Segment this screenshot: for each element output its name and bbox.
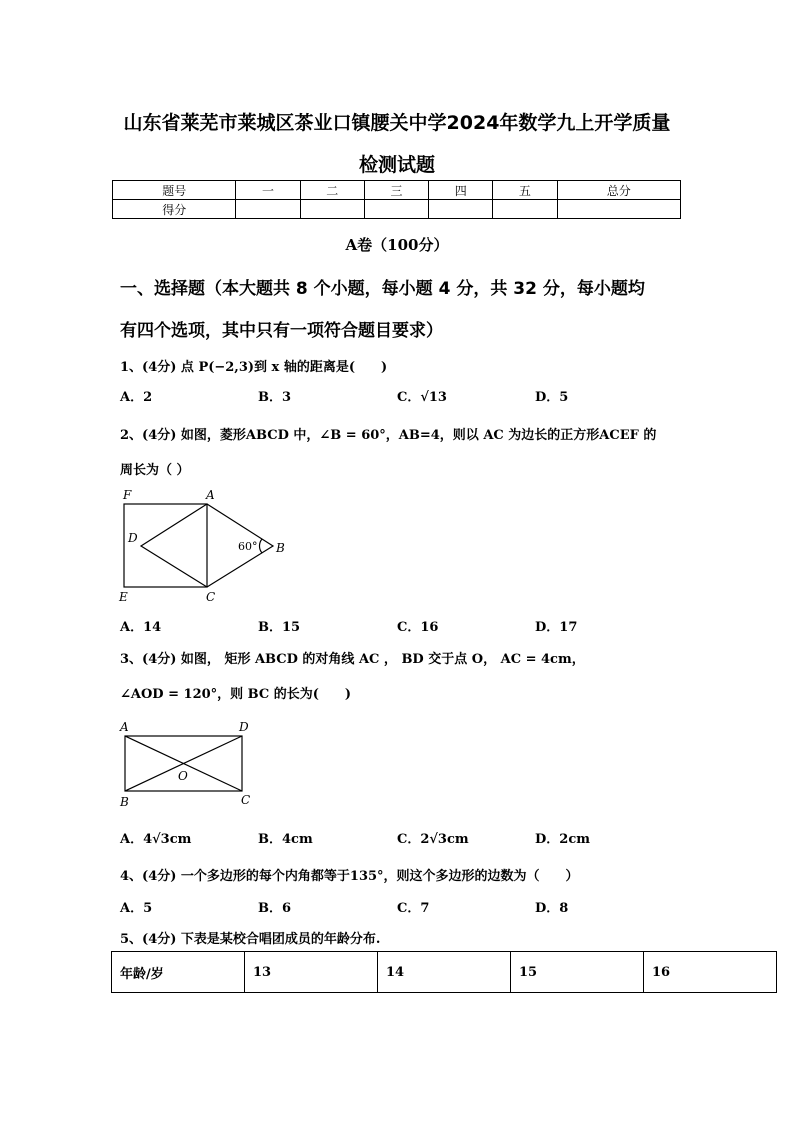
square-acef [124,504,207,587]
q1-option-a: A．2 [120,390,153,405]
age-cell-label: 年龄/岁 [112,952,245,993]
question-2-text-line2: 周长为（ ） [120,463,190,478]
score-input-cell[interactable] [300,200,364,219]
score-input-cell[interactable] [557,200,680,219]
question-2-text-line1: 2、(4分) 如图，菱形ABCD 中，∠B = 60°，AB=4，则以 AC 为边长的正方形ACEF 的 [120,428,657,443]
score-input-cell[interactable] [364,200,428,219]
q3-option-b: B．4cm [258,832,313,847]
q4-option-c: C．7 [397,901,430,916]
age-distribution-table [111,951,777,993]
q3-option-d: D．2cm [535,832,590,847]
question-1-text: 1、(4分) 点 P(−2,3)到 x 轴的距离是( ) [120,360,388,375]
q1-option-d: D．5 [535,390,569,405]
score-table [112,180,681,219]
label-b: B [120,795,129,809]
score-header-cell: 总分 [557,181,680,200]
score-table-score-row [113,200,681,219]
q1-option-c: C．√13 [397,390,447,405]
label-d: D [128,531,138,545]
score-header-cell: 四 [429,181,493,200]
rectangle-figure [112,716,262,812]
age-cell: 16 [644,952,777,993]
score-header-cell: 三 [364,181,428,200]
label-o: O [178,769,188,783]
volume-heading: A卷（100分） [345,236,449,254]
q1-option-b: B．3 [258,390,292,405]
q2-option-c: C．16 [397,620,439,635]
age-cell: 14 [378,952,511,993]
q2-option-d: D．17 [535,620,578,635]
label-a: A [206,488,215,502]
q4-option-a: A．5 [120,901,153,916]
question-4-text: 4、(4分) 一个多边形的每个内角都等于135°，则这个多边形的边数为（ ） [120,869,579,884]
score-input-cell[interactable] [429,200,493,219]
section-heading-line2: 有四个选项，其中只有一项符合题目要求） [120,321,443,341]
q3-option-c: C．2√3cm [397,832,469,847]
question-3-text-line1: 3、(4分) 如图， 矩形 ABCD 的对角线 AC ， BD 交于点 O， AC = 4cm， [120,652,585,667]
label-a: A [120,720,129,734]
label-angle-60: 60° [238,540,258,553]
rhombus-square-figure [110,484,300,606]
label-c: C [206,590,216,604]
q3-option-a: A．4√3cm [120,832,192,847]
q4-option-b: B．6 [258,901,292,916]
question-3-text-line2: ∠AOD = 120°，则 BC 的长为( ) [120,687,352,702]
label-c: C [241,793,251,807]
label-d: D [239,720,249,734]
q2-option-a: A．14 [120,620,162,635]
angle-b-arc [259,539,262,553]
doc-title-line1: 山东省莱芜市莱城区茶业口镇腰关中学2024年数学九上开学质量 [123,112,671,134]
rhombus-left-sides [141,504,207,587]
score-header-cell: 二 [300,181,364,200]
score-input-cell[interactable] [236,200,300,219]
age-cell: 15 [511,952,644,993]
label-f: F [123,488,132,502]
label-e: E [119,590,128,604]
doc-title-line2: 检测试题 [358,154,435,176]
score-header-cell: 题号 [113,181,236,200]
section-heading-line1: 一、选择题（本大题共 8 个小题，每小题 4 分，共 32 分，每小题均 [120,279,645,299]
score-input-cell[interactable] [493,200,557,219]
score-table-header-row [113,181,681,200]
score-header-cell: 一 [236,181,300,200]
question-5-text: 5、(4分) 下表是某校合唱团成员的年龄分布. [120,932,381,947]
q2-option-b: B．15 [258,620,301,635]
q4-option-d: D．8 [535,901,569,916]
score-header-cell: 五 [493,181,557,200]
age-cell: 13 [245,952,378,993]
table-row [112,952,777,993]
score-row-label: 得分 [113,200,236,219]
label-b: B [276,541,285,555]
